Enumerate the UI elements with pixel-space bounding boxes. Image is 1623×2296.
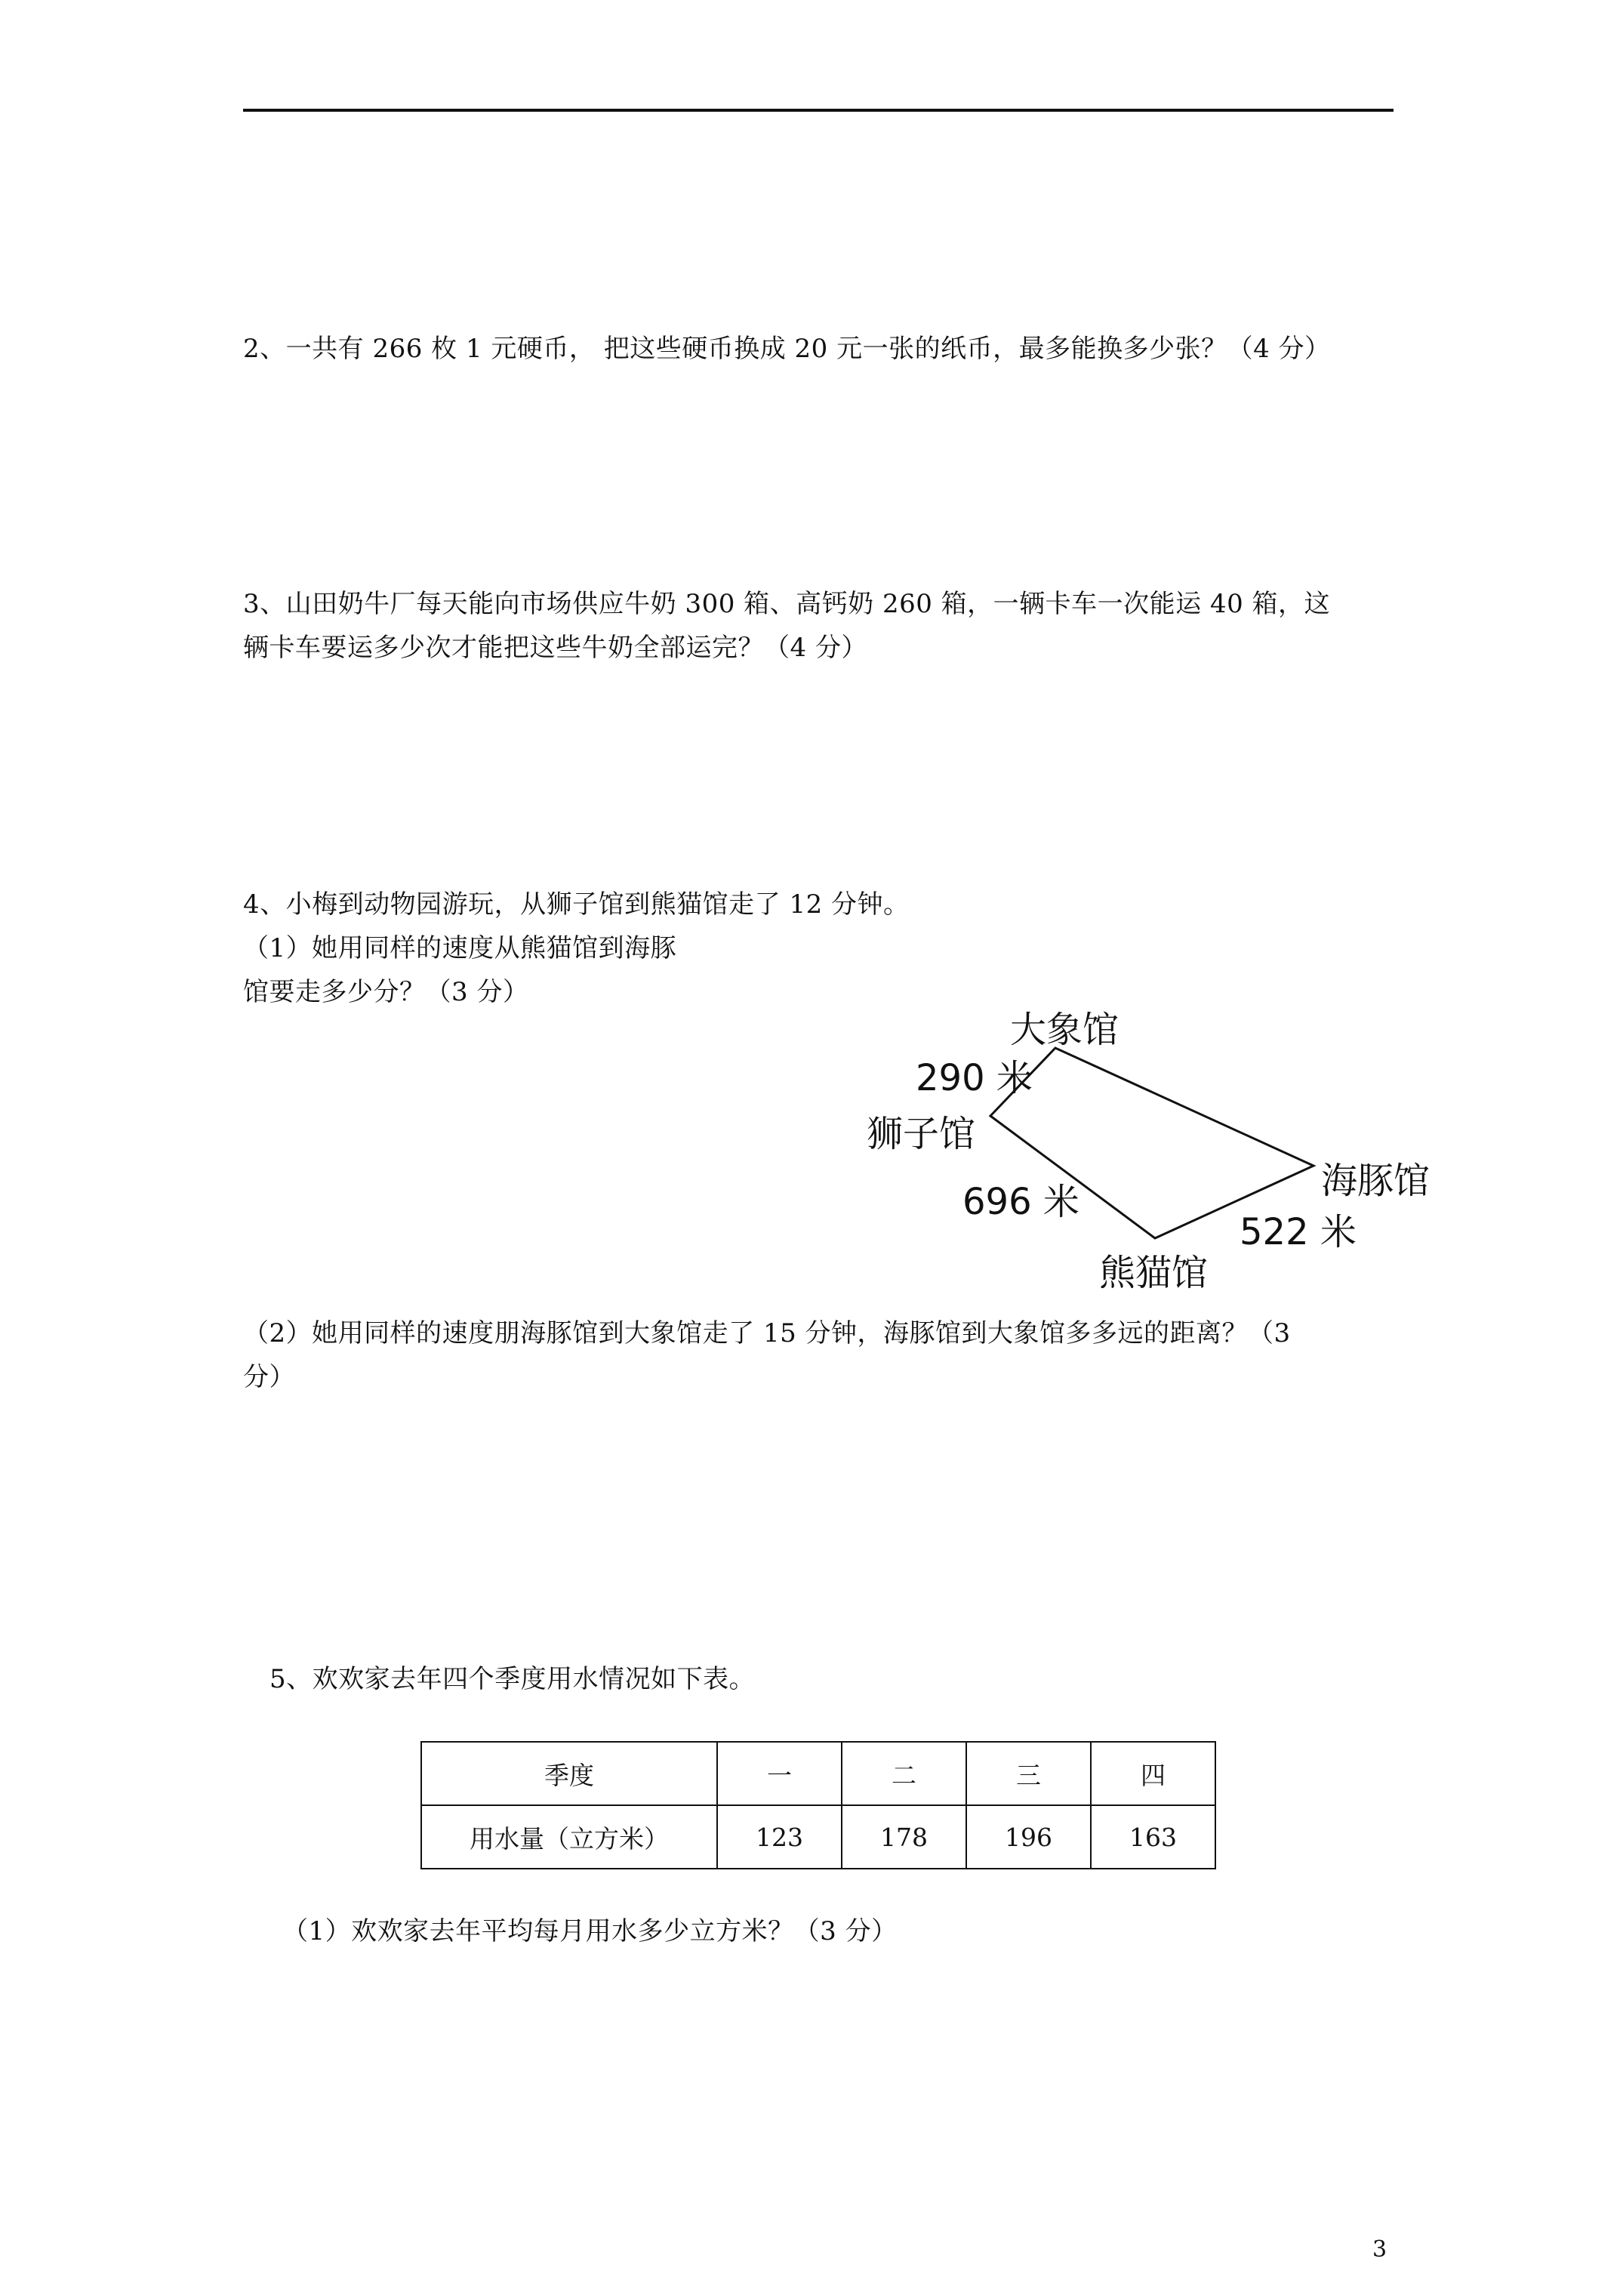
- water-usage-table: [420, 1741, 1216, 1869]
- table-header-row: [421, 1742, 1215, 1805]
- table-cell: 四: [1091, 1742, 1215, 1805]
- table-cell: 用水量（立方米）: [421, 1805, 717, 1869]
- question-3-line-1: 3、山田奶牛厂每天能向市场供应牛奶 300 箱、高钙奶 260 箱，一辆卡车一次能运 40 箱，这: [243, 589, 1331, 619]
- question-4-part-1-line-1: （1）她用同样的速度从熊猫馆到海豚: [243, 933, 677, 963]
- table-row: [421, 1805, 1215, 1869]
- label-lion-house: 狮子馆: [867, 1113, 976, 1155]
- label-distance-lion-elephant: 290 米: [916, 1057, 1033, 1099]
- question-5-intro: 5、欢欢家去年四个季度用水情况如下表。: [269, 1664, 756, 1694]
- question-3-line-2: 辆卡车要运多少次才能把这些牛奶全部运完？（4 分）: [243, 633, 867, 663]
- table-cell: 123: [717, 1805, 842, 1869]
- table-cell: 163: [1091, 1805, 1215, 1869]
- label-elephant-house: 大象馆: [1010, 1009, 1119, 1051]
- label-panda-house: 熊猫馆: [1099, 1252, 1209, 1294]
- question-2: 2、一共有 266 枚 1 元硬币， 把这些硬币换成 20 元一张的纸币，最多能换多少张？（4 分）: [243, 334, 1331, 364]
- question-4-part-2-line-2: 分）: [243, 1362, 295, 1392]
- page-number: 3: [1372, 2236, 1387, 2263]
- table-cell: 一: [717, 1742, 842, 1805]
- table-cell: 三: [966, 1742, 1091, 1805]
- question-5-part-1: （1）欢欢家去年平均每月用水多少立方米？（3 分）: [282, 1916, 898, 1946]
- table-cell: 季度: [421, 1742, 717, 1805]
- zoo-route-svg: [838, 997, 1495, 1314]
- zoo-route-diagram: [838, 997, 1495, 1314]
- label-distance-lion-panda: 696 米: [962, 1181, 1079, 1223]
- table-cell: 二: [842, 1742, 966, 1805]
- question-4-part-1-line-2: 馆要走多少分？（3 分）: [243, 977, 529, 1007]
- table-cell: 196: [966, 1805, 1091, 1869]
- label-dolphin-house: 海豚馆: [1321, 1160, 1431, 1202]
- question-4-part-2-line-1: （2）她用同样的速度朋海豚馆到大象馆走了 15 分钟，海豚馆到大象馆多多远的距离？（3: [243, 1318, 1291, 1348]
- header-rule: [243, 109, 1394, 112]
- label-distance-panda-dolphin: 522 米: [1240, 1211, 1357, 1253]
- question-4-intro: 4、小梅到动物园游玩，从狮子馆到熊猫馆走了 12 分钟。: [243, 889, 910, 920]
- table-cell: 178: [842, 1805, 966, 1869]
